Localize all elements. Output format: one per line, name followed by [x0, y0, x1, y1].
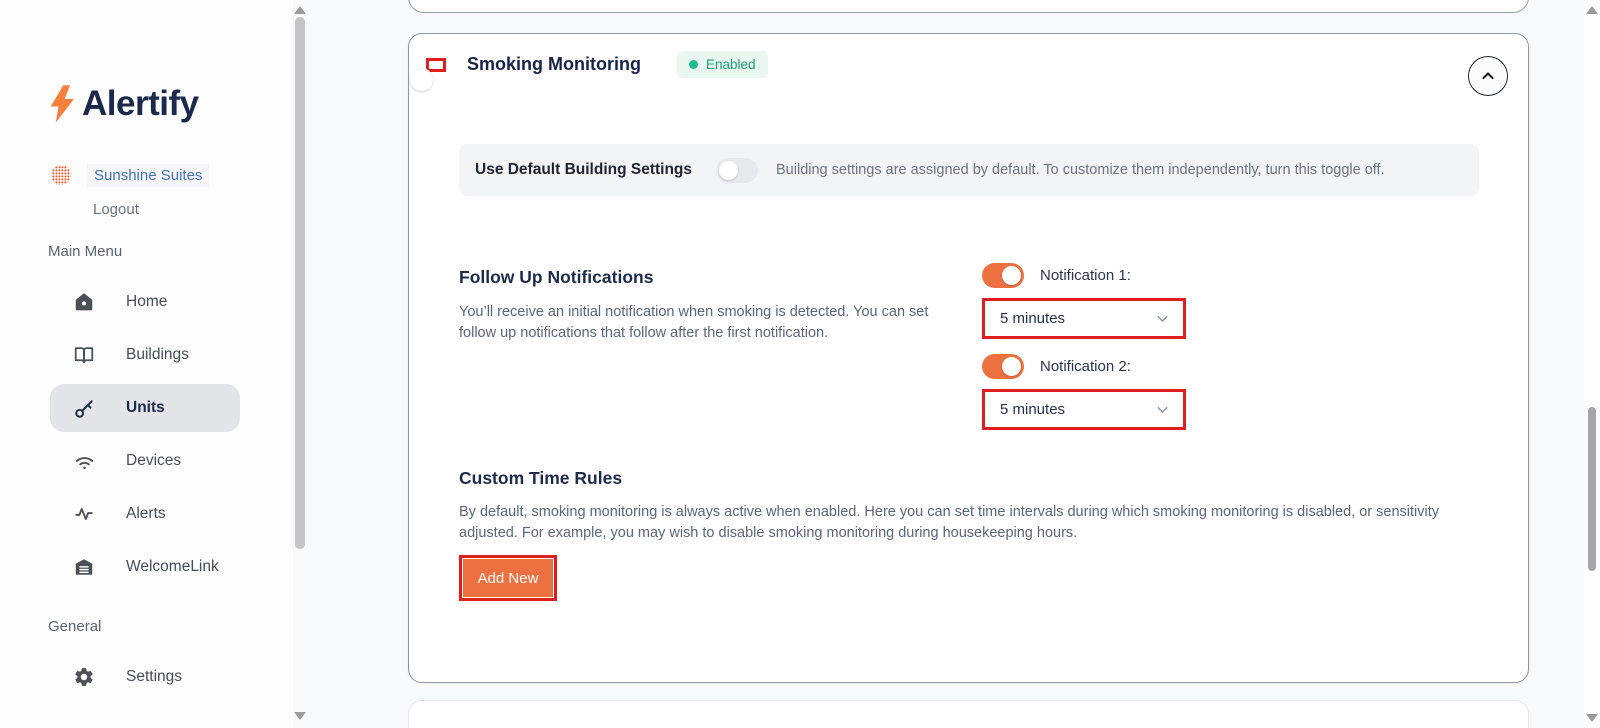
sidebar-scrollbar[interactable]: [293, 0, 307, 728]
sidebar-item-label: Devices: [126, 452, 182, 469]
sidebar-item-welcomelink[interactable]: [50, 543, 240, 591]
selected-value: 5 minutes: [1000, 401, 1066, 418]
notification-1-row: [982, 263, 1186, 288]
collapse-card-button[interactable]: [1468, 56, 1508, 96]
selected-value: 5 minutes: [1000, 310, 1066, 327]
toggle-knob: [1002, 357, 1021, 376]
sidebar-item-label: Settings: [126, 668, 183, 685]
chevron-down-icon: [1154, 401, 1171, 418]
sidebar-item-settings[interactable]: [50, 653, 240, 701]
logo-text: Alertify: [82, 84, 199, 123]
pulse-icon: [72, 502, 96, 526]
logout-link[interactable]: Logout: [93, 201, 139, 218]
notification-2-interval-select[interactable]: [982, 389, 1186, 430]
app-logo: [47, 82, 199, 126]
annotation-highlight-add-new: [459, 555, 557, 601]
follow-up-description: You’ll receive an initial notification when smoking is detected. You can set follow up notifications that follow after the first notification.: [459, 304, 929, 342]
custom-time-rules-description: By default, smoking monitoring is always active when enabled. Here you can set time intervals during which smoking monitoring is disabled, or sensitivity adjusted. For example, you may wish to disable smoking monitoring during housekeeping hours.: [459, 504, 1440, 542]
toggle-knob: [1002, 266, 1021, 285]
notification-1-interval-select[interactable]: [982, 298, 1186, 339]
smoking-monitoring-card: [408, 33, 1529, 683]
chevron-down-icon: [1154, 310, 1171, 327]
account-name-link[interactable]: Sunshine Suites: [87, 164, 209, 187]
status-badge: [677, 51, 768, 78]
sidebar-item-label: Home: [126, 293, 168, 310]
default-building-settings-bar: [459, 144, 1479, 196]
sidebar: [0, 0, 307, 728]
book-icon: [72, 343, 96, 367]
sidebar-item-label: Buildings: [126, 346, 189, 363]
sidebar-item-label: WelcomeLink: [126, 558, 219, 575]
account-row[interactable]: [49, 163, 209, 187]
key-icon: [72, 396, 96, 420]
follow-up-title: Follow Up Notifications: [459, 267, 654, 287]
sidebar-item-buildings[interactable]: [50, 331, 240, 379]
toggle-knob: [719, 161, 738, 180]
toggle-knob: [410, 68, 433, 91]
notification-1-label: Notification 1:: [1040, 267, 1131, 284]
lightning-bolt-icon: [47, 82, 77, 126]
general-section-label: General: [48, 618, 102, 635]
scroll-down-icon[interactable]: [1586, 714, 1598, 722]
card-title: Smoking Monitoring: [467, 54, 641, 74]
status-badge-label: Enabled: [705, 57, 756, 72]
notification-1-toggle[interactable]: [982, 263, 1024, 288]
chevron-up-icon: [1478, 66, 1498, 86]
main-menu-section-label: Main Menu: [48, 243, 123, 260]
notification-2-label: Notification 2:: [1040, 358, 1131, 375]
scroll-up-icon[interactable]: [294, 6, 306, 14]
card-header: [426, 51, 768, 78]
sidebar-item-label: Alerts: [126, 505, 166, 522]
annotation-highlight-toggle: [426, 58, 446, 72]
notification-2-row: [982, 354, 1186, 379]
default-settings-description: Building settings are assigned by default. To customize them independently, turn this toggle off.: [776, 162, 1385, 178]
home-icon: [72, 290, 96, 314]
sidebar-item-alerts[interactable]: [50, 490, 240, 538]
custom-time-rules-title: Custom Time Rules: [459, 468, 623, 488]
sidebar-scrollbar-thumb[interactable]: [295, 17, 305, 549]
add-new-button[interactable]: Add New: [463, 559, 553, 597]
status-dot-icon: [689, 60, 698, 69]
next-card-partial: [408, 700, 1529, 728]
sidebar-item-home[interactable]: [50, 278, 240, 326]
default-settings-label: Use Default Building Settings: [475, 161, 693, 178]
default-settings-toggle[interactable]: [716, 158, 758, 183]
notifications-column: [982, 263, 1186, 445]
scroll-down-icon[interactable]: [294, 712, 306, 720]
sidebar-item-units[interactable]: [50, 384, 240, 432]
sidebar-item-label: Units: [126, 399, 165, 416]
scroll-up-icon[interactable]: [1586, 6, 1598, 14]
wifi-icon: [72, 449, 96, 473]
page-scrollbar[interactable]: [1584, 0, 1600, 728]
previous-card-partial: [408, 0, 1529, 13]
gear-icon: [72, 665, 96, 689]
page-scrollbar-thumb[interactable]: [1588, 407, 1596, 571]
sidebar-item-devices[interactable]: [50, 437, 240, 485]
dotted-globe-icon: [49, 163, 73, 187]
notification-2-toggle[interactable]: [982, 354, 1024, 379]
garage-icon: [72, 555, 96, 579]
main-content: [307, 0, 1600, 728]
